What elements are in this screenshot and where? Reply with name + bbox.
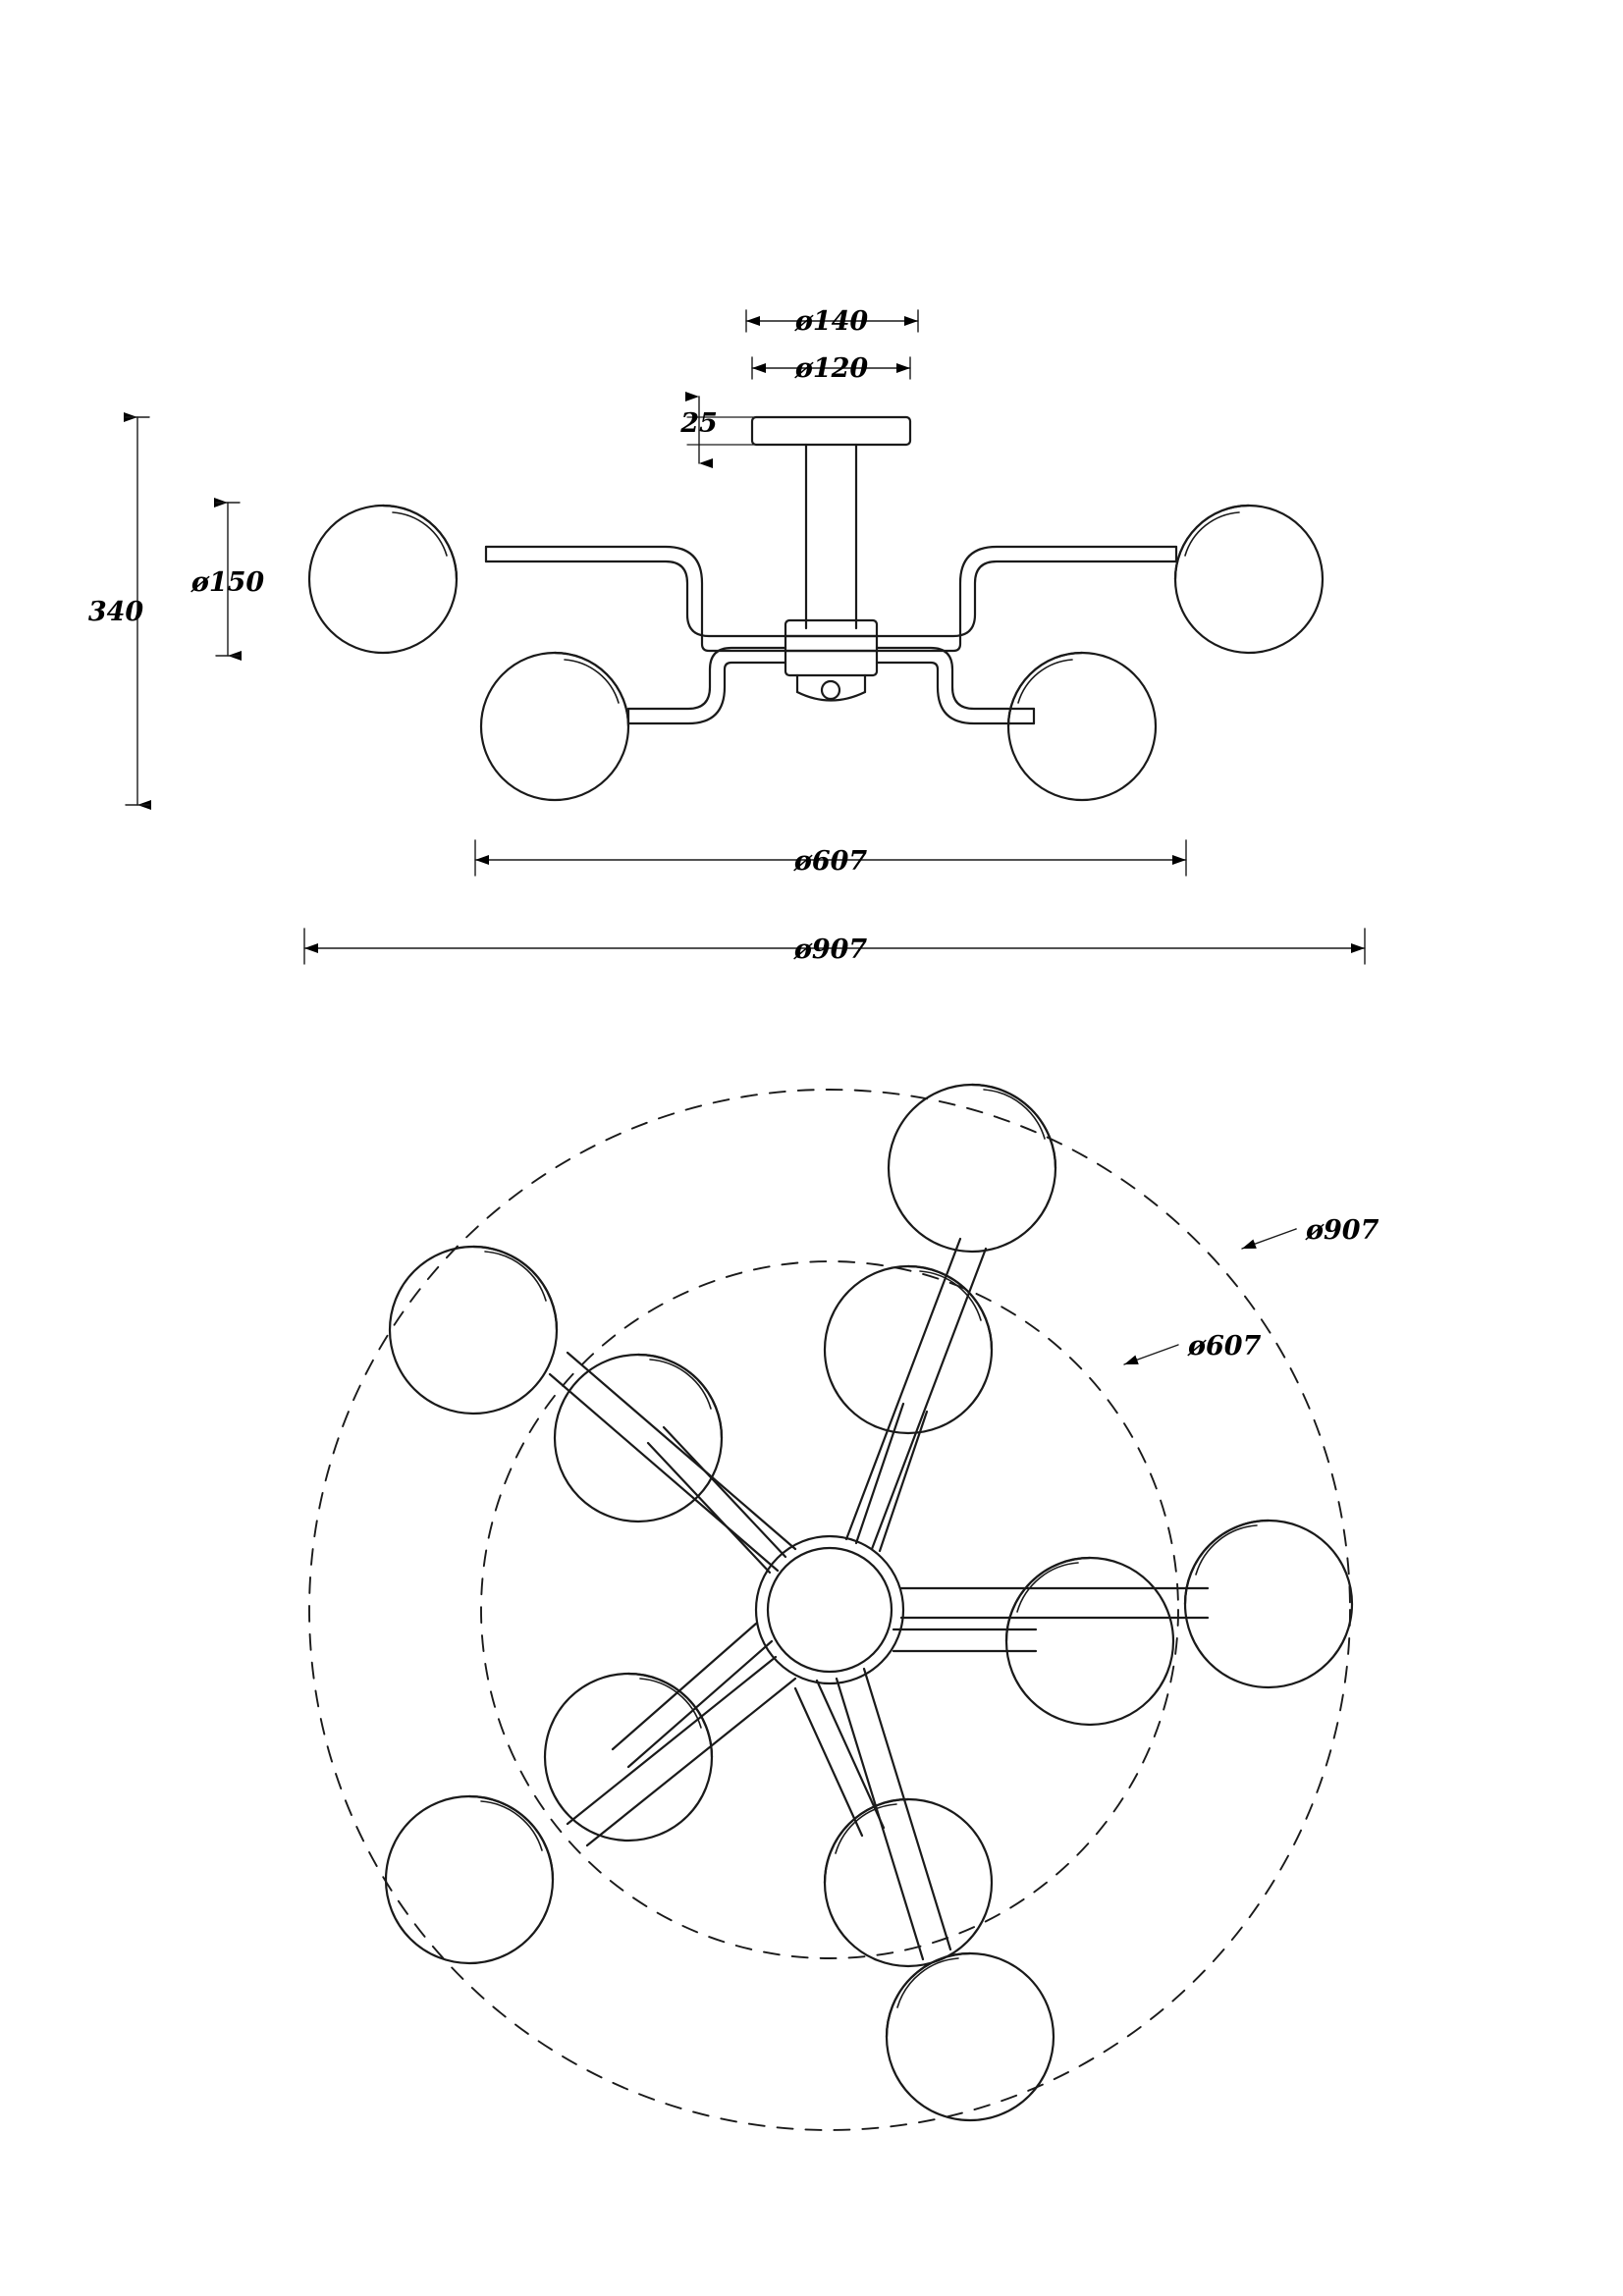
plan-globe-upper-left bbox=[390, 1247, 557, 1414]
plan-globe-inner-upper-left bbox=[555, 1355, 722, 1522]
arm-right-upper bbox=[785, 547, 1176, 651]
top-plan-view bbox=[309, 1085, 1352, 2130]
plan-globe-right bbox=[1185, 1521, 1352, 1687]
plan-arms-inner bbox=[613, 1404, 1036, 1836]
label-canopy-plate-diameter: ø140 bbox=[794, 306, 869, 337]
reference-circle-outer bbox=[309, 1090, 1350, 2130]
label-outer-circle-front: ø907 bbox=[793, 934, 868, 965]
label-canopy-body-diameter: ø120 bbox=[794, 353, 869, 384]
down-rod bbox=[806, 445, 856, 628]
globe-front-right-upper bbox=[1175, 506, 1323, 653]
front-elevation-view bbox=[309, 417, 1323, 800]
plan-globe-lower-right bbox=[887, 1953, 1054, 2120]
plan-arms-outer bbox=[550, 1239, 1208, 1959]
dimension-labels bbox=[88, 306, 1380, 1362]
label-plan-outer-circle: ø907 bbox=[1306, 1215, 1380, 1246]
label-canopy-thickness: 25 bbox=[680, 408, 718, 439]
plan-central-hub bbox=[756, 1536, 903, 1683]
label-globe-diameter: ø150 bbox=[190, 567, 265, 598]
plan-globe-inner-lower-right bbox=[825, 1799, 992, 1966]
label-inner-circle-front: ø607 bbox=[793, 846, 868, 877]
globe-front-right-lower bbox=[1008, 653, 1156, 800]
plan-globe-inner-lower-left bbox=[545, 1674, 712, 1841]
arm-left-lower bbox=[628, 648, 785, 723]
plan-globe-inner-right bbox=[1006, 1558, 1173, 1725]
label-plan-inner-circle: ø607 bbox=[1188, 1331, 1262, 1362]
globe-front-left-lower bbox=[481, 653, 628, 800]
label-overall-height: 340 bbox=[87, 597, 144, 627]
plan-globe-inner-top bbox=[825, 1266, 992, 1433]
canopy-plate bbox=[752, 417, 910, 445]
plan-globe-lower-left bbox=[386, 1796, 553, 1963]
central-hub bbox=[785, 620, 877, 701]
globe-front-left-upper bbox=[309, 506, 457, 653]
